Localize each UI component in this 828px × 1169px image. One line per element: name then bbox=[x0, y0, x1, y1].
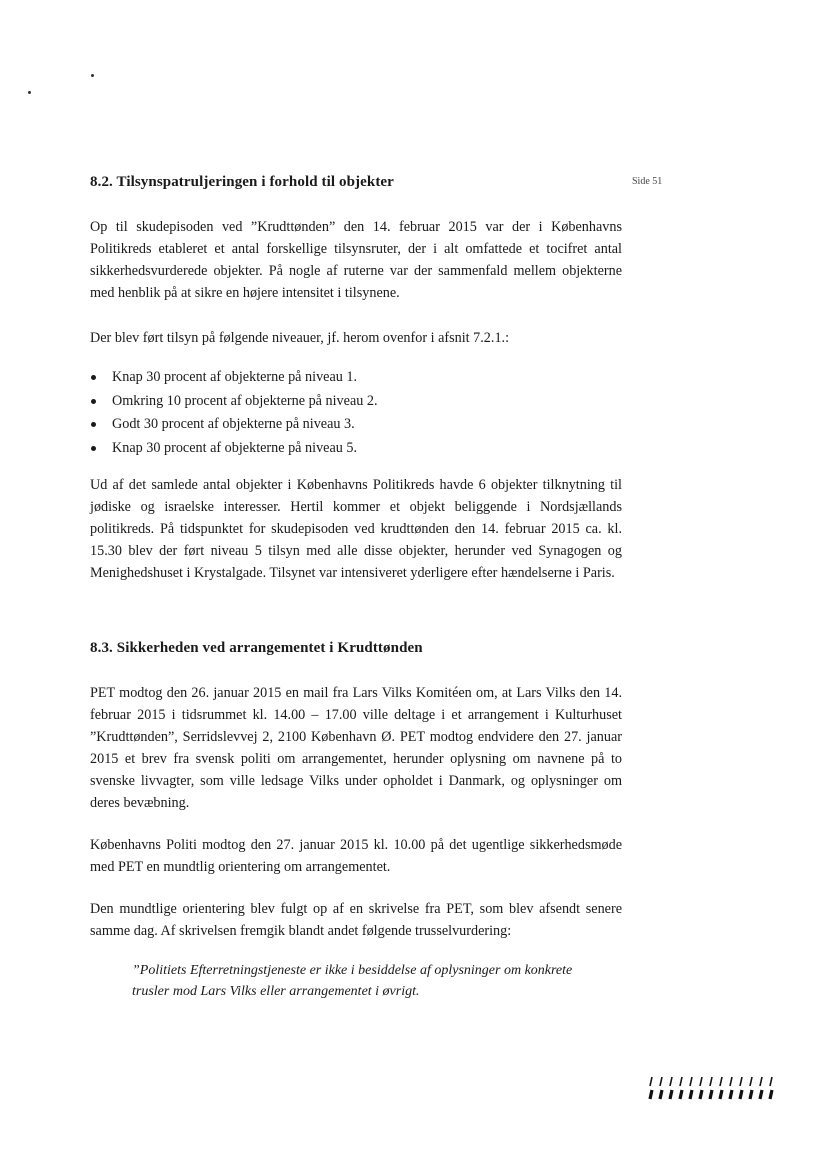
paragraph: PET modtog den 26. januar 2015 en mail fra Lars Vilks Komitéen om, at Lars Vilks den 14. februar 2015 i tidsrummet kl. 14.00 – 17.00 ville deltage i et arrangement i Kulturhuset ”Krudttønden”, Serridslevvej 2, 2100 København Ø. PET modtog endvidere den 27. januar 2015 et brev fra svensk politi om arrangementet, herunder oplysning om navnene på to svenske livvagter, som ville ledsage Vilks under opholdet i Danmark, og oplysninger om deres bevæbning. bbox=[90, 685, 622, 811]
stamp-mark bbox=[650, 1090, 652, 1099]
stamp-mark bbox=[740, 1077, 742, 1086]
paragraph: Op til skudepisoden ved ”Krudttønden” den 14. februar 2015 var der i Københavns Politikreds etableret et antal forskellige tilsynsruter, der i alt omfattede et tocifret antal sikkerhedsvurderede objekter. På nogle af ruterne var der sammenfald mellem objekterne med henblik på at sikre en højere intensitet i tilsynene. bbox=[90, 219, 622, 301]
section-heading-8-2: 8.2. Tilsynspatruljeringen i forhold til objekter bbox=[90, 174, 394, 190]
page-number: Side 51 bbox=[632, 176, 663, 187]
section-heading-8-3: 8.3. Sikkerheden ved arrangementet i Krudttønden bbox=[90, 640, 423, 656]
paragraph: Den mundtlige orientering blev fulgt op af en skrivelse fra PET, som blev afsendt senere samme dag. Af skrivelsen fremgik blandt andet følgende trusselvurdering: bbox=[90, 901, 622, 939]
stamp-mark bbox=[660, 1077, 662, 1086]
stamp-mark bbox=[700, 1090, 702, 1099]
stamp-mark bbox=[680, 1090, 682, 1099]
paragraph: Ud af det samlede antal objekter i Københavns Politikreds havde 6 objekter tilknytning til jødiske og israelske interesser. Hertil kommer et objekt beliggende i Nordsjællands politikreds. På tidspunktet for skudepisoden ved krudttønden den 14. februar 2015 ca. kl. 15.30 blev der ført niveau 5 tilsyn med alle disse objekter, herunder ved Synagogen og Menighedshuset i Krystalgade. Tilsynet var intensiveret yderligere efter hændelserne i Paris. bbox=[90, 477, 622, 581]
stamp-mark bbox=[690, 1077, 692, 1086]
paragraph: Der blev ført tilsyn på følgende niveauer, jf. herom ovenfor i afsnit 7.2.1.: bbox=[90, 330, 510, 346]
stamp-mark bbox=[710, 1090, 712, 1099]
stamp-mark bbox=[730, 1090, 732, 1099]
stamp-mark bbox=[660, 1090, 662, 1099]
bullet-item bbox=[90, 390, 610, 414]
bullet-text: Knap 30 procent af objekterne på niveau 5. bbox=[112, 439, 358, 456]
stamp-mark bbox=[720, 1077, 722, 1086]
stamp-mark bbox=[690, 1090, 692, 1099]
stamp-mark bbox=[770, 1077, 772, 1086]
stamp-mark bbox=[670, 1077, 672, 1086]
bullet-item bbox=[90, 437, 610, 461]
stamp-mark bbox=[760, 1077, 762, 1086]
bullet-icon bbox=[91, 446, 96, 451]
stamp-mark bbox=[720, 1090, 722, 1099]
paragraph: Københavns Politi modtog den 27. januar 2015 kl. 10.00 på det ugentlige sikkerhedsmøde med PET en mundtlig orientering om arrangementet. bbox=[90, 837, 622, 875]
stamp-mark bbox=[670, 1090, 672, 1099]
stamp-mark bbox=[710, 1077, 712, 1086]
bullet-list bbox=[90, 366, 610, 460]
stamp-mark bbox=[730, 1077, 732, 1086]
scan-speck bbox=[91, 74, 94, 77]
stamp-mark bbox=[680, 1077, 682, 1086]
bullet-icon bbox=[91, 375, 96, 380]
block-quote: ”Politiets Efterretningstjeneste er ikke i besiddelse af oplysninger om konkrete trusler mod Lars Vilks eller arrangementet i øvrigt. bbox=[132, 963, 573, 999]
bullet-item bbox=[90, 413, 610, 437]
stamp-mark bbox=[700, 1077, 702, 1086]
barcode-stamp bbox=[647, 1075, 779, 1101]
scan-speck bbox=[28, 91, 31, 94]
bullet-text: Omkring 10 procent af objekterne på niveau 2. bbox=[112, 392, 378, 409]
bullet-icon bbox=[91, 422, 96, 427]
stamp-mark bbox=[750, 1077, 752, 1086]
stamp-mark bbox=[750, 1090, 752, 1099]
stamp-mark bbox=[760, 1090, 762, 1099]
bullet-item bbox=[90, 366, 610, 390]
bullet-text: Godt 30 procent af objekterne på niveau 3. bbox=[112, 416, 355, 432]
stamp-mark bbox=[770, 1090, 772, 1099]
bullet-text: Knap 30 procent af objekterne på niveau 1. bbox=[112, 369, 358, 385]
stamp-mark bbox=[650, 1077, 652, 1086]
bullet-icon bbox=[91, 399, 96, 404]
stamp-mark bbox=[740, 1090, 742, 1099]
